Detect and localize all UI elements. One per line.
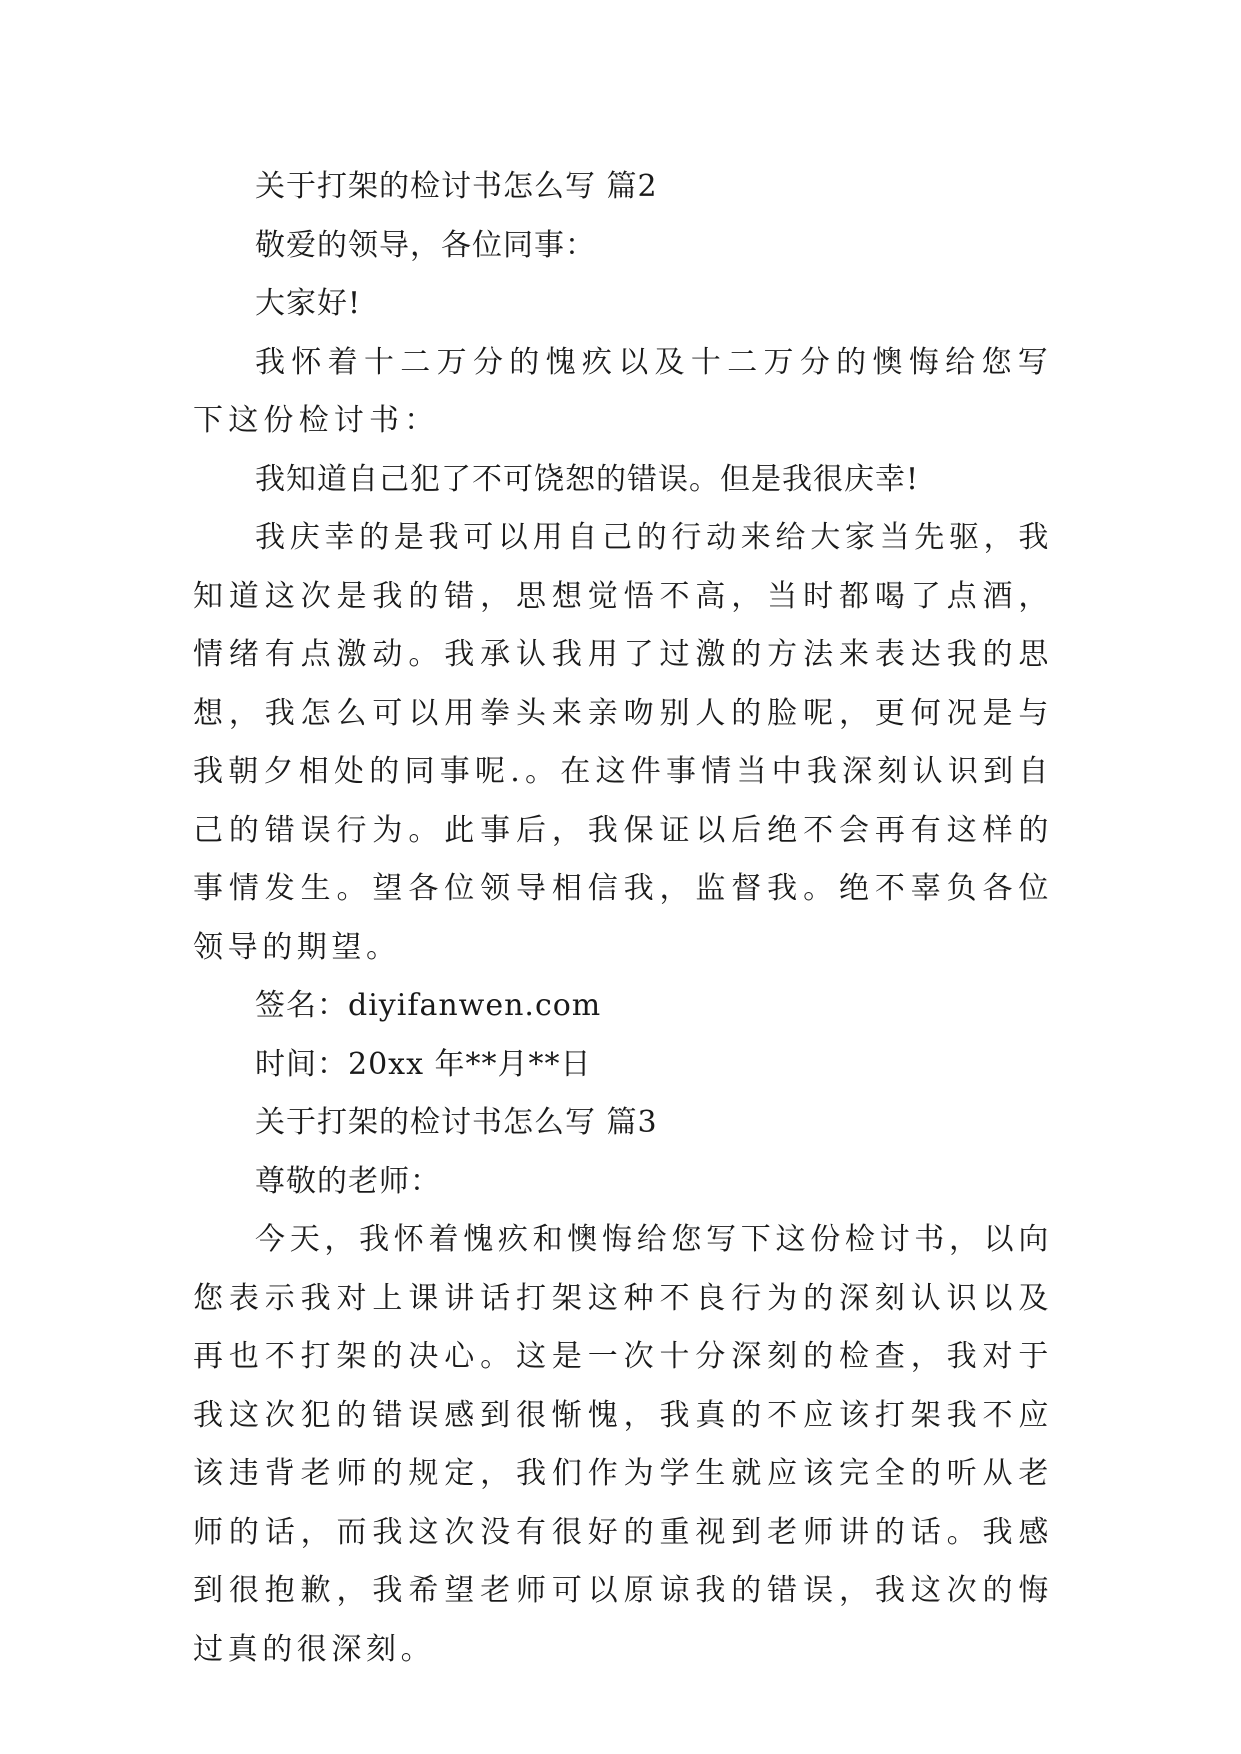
greeting-line: 大家好! [255,286,362,321]
salutation-3: 尊敬的老师： [255,1163,441,1199]
signature-line: 签名：diyifanwen.com [255,988,602,1023]
paragraph-1: 我怀着十二万分的愧疚以及十二万分的懊悔给您写下这份检讨书： [193,344,1053,438]
paragraph-2: 我知道自己犯了不可饶恕的错误。但是我很庆幸! [255,461,920,497]
paragraph-3: 我庆幸的是我可以用自己的行动来给大家当先驱，我知道这次是我的错，思想觉悟不高，当时都喝了点酒，情绪有点激动。我承认我用了过激的方法来表达我的思想，我怎么可以用拳头来亲吻别人的脸呢，更何况是与我朝夕相处的同事呢.。在这件事情当中我深刻认识到自己的错误行为。此事后，我保证以后绝不会再有这样的事情发生。望各位领导相信我，监督我。绝不辜负各位领导的期望。 [193,520,1053,965]
document-body [193,158,1053,1679]
salutation-2: 敬爱的领导，各位同事： [255,227,596,263]
date-line: 时间：20xx 年**月**日 [255,1046,592,1082]
section-heading-2: 关于打架的检讨书怎么写 篇2 [255,169,658,204]
section-heading-3: 关于打架的检讨书怎么写 篇3 [255,1105,658,1140]
paragraph-4: 今天，我怀着愧疚和懊悔给您写下这份检讨书，以向您表示我对上课讲话打架这种不良行为的深刻认识以及再也不打架的决心。这是一次十分深刻的检查，我对于我这次犯的错误感到很惭愧，我真的不应该打架我不应该违背老师的规定，我们作为学生就应该完全的听从老师的话，而我这次没有很好的重视到老师讲的话。我感到很抱歉，我希望老师可以原谅我的错误，我这次的悔过真的很深刻。 [193,1222,1053,1667]
